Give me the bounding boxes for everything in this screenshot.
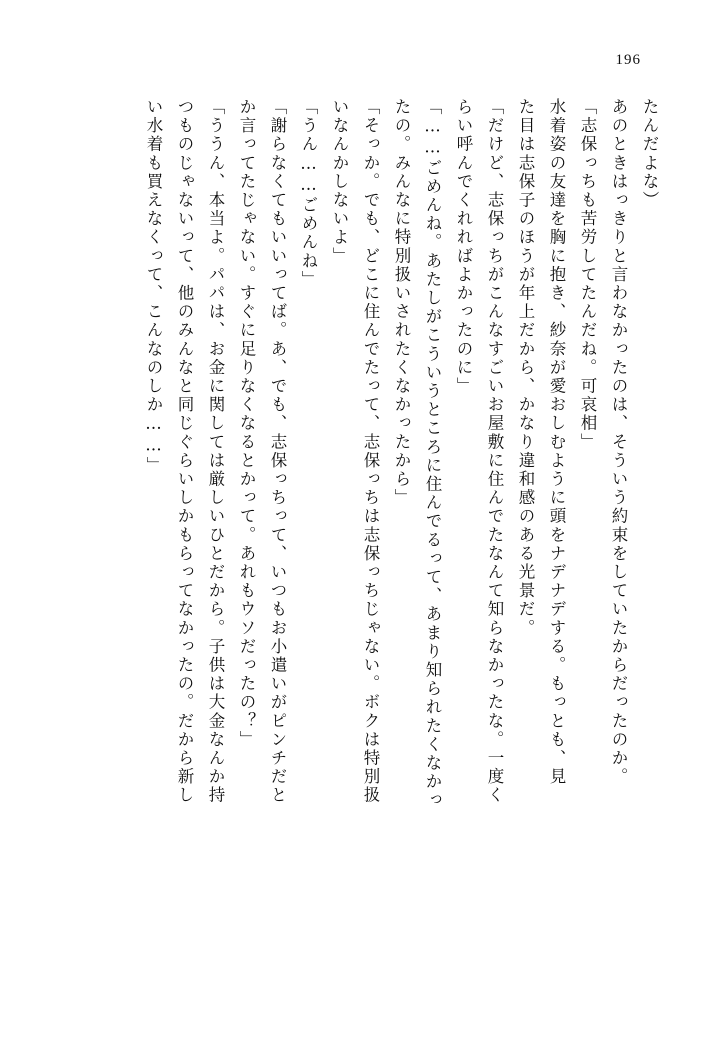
text-line: 水着姿の友達を胸に抱き、紗奈が愛おしむように頭をナデナデする。もっとも、見 [547,98,566,787]
page-number: 196 [615,52,641,68]
text-line: 「ううん、本当よ。パパは、お金に関しては厳しいひとだから。子供は大金なんか持 [206,98,225,805]
text-line: らい呼んでくれればよかったのに」 [454,98,473,396]
text-line: あのときはっきりと言わなかったのは、そういう約束をしていたからだったのか。 [609,98,628,787]
text-line: 「志保っちも苦労してたんだね。可哀相」 [578,98,597,452]
text-line: 「うん……ごめんね」 [299,98,318,289]
text-line: 「……ごめんね。あたしがこういうところに住んでるって、あまり知られたくなかっ [423,98,442,810]
text-line: たの。みんなに特別扱いされたくなかったから」 [392,98,411,508]
text-line: 「そっか。でも、どこに住んでたって、志保っちは志保っちじゃない。ボクは特別扱 [361,98,380,805]
text-line: か言ってたじゃない。すぐに足りなくなるとかって。あれもウソだったの？」 [237,98,256,749]
text-line: いなんかしないよ」 [330,98,349,266]
text-line: たんだよな） [640,98,659,210]
vertical-text-block [52,98,657,978]
text-line: 「謝らなくてもいいってば。あ、でも、志保っちって、いつもお小遣いがピンチだと [268,98,287,805]
text-line: い水着も買えなくって、こんなのしか……」 [144,98,163,475]
text-line: た目は志保子のほうが年上だから、かなり違和感のある光景だ。 [516,98,535,638]
text-line: つものじゃないって、他のみんなと同じぐらいしかもらってなかったの。だから新し [175,98,194,805]
text-line: 「だけど、志保っちがこんなすごいお屋敷に住んでたなんて知らなかったな。一度く [485,98,504,805]
